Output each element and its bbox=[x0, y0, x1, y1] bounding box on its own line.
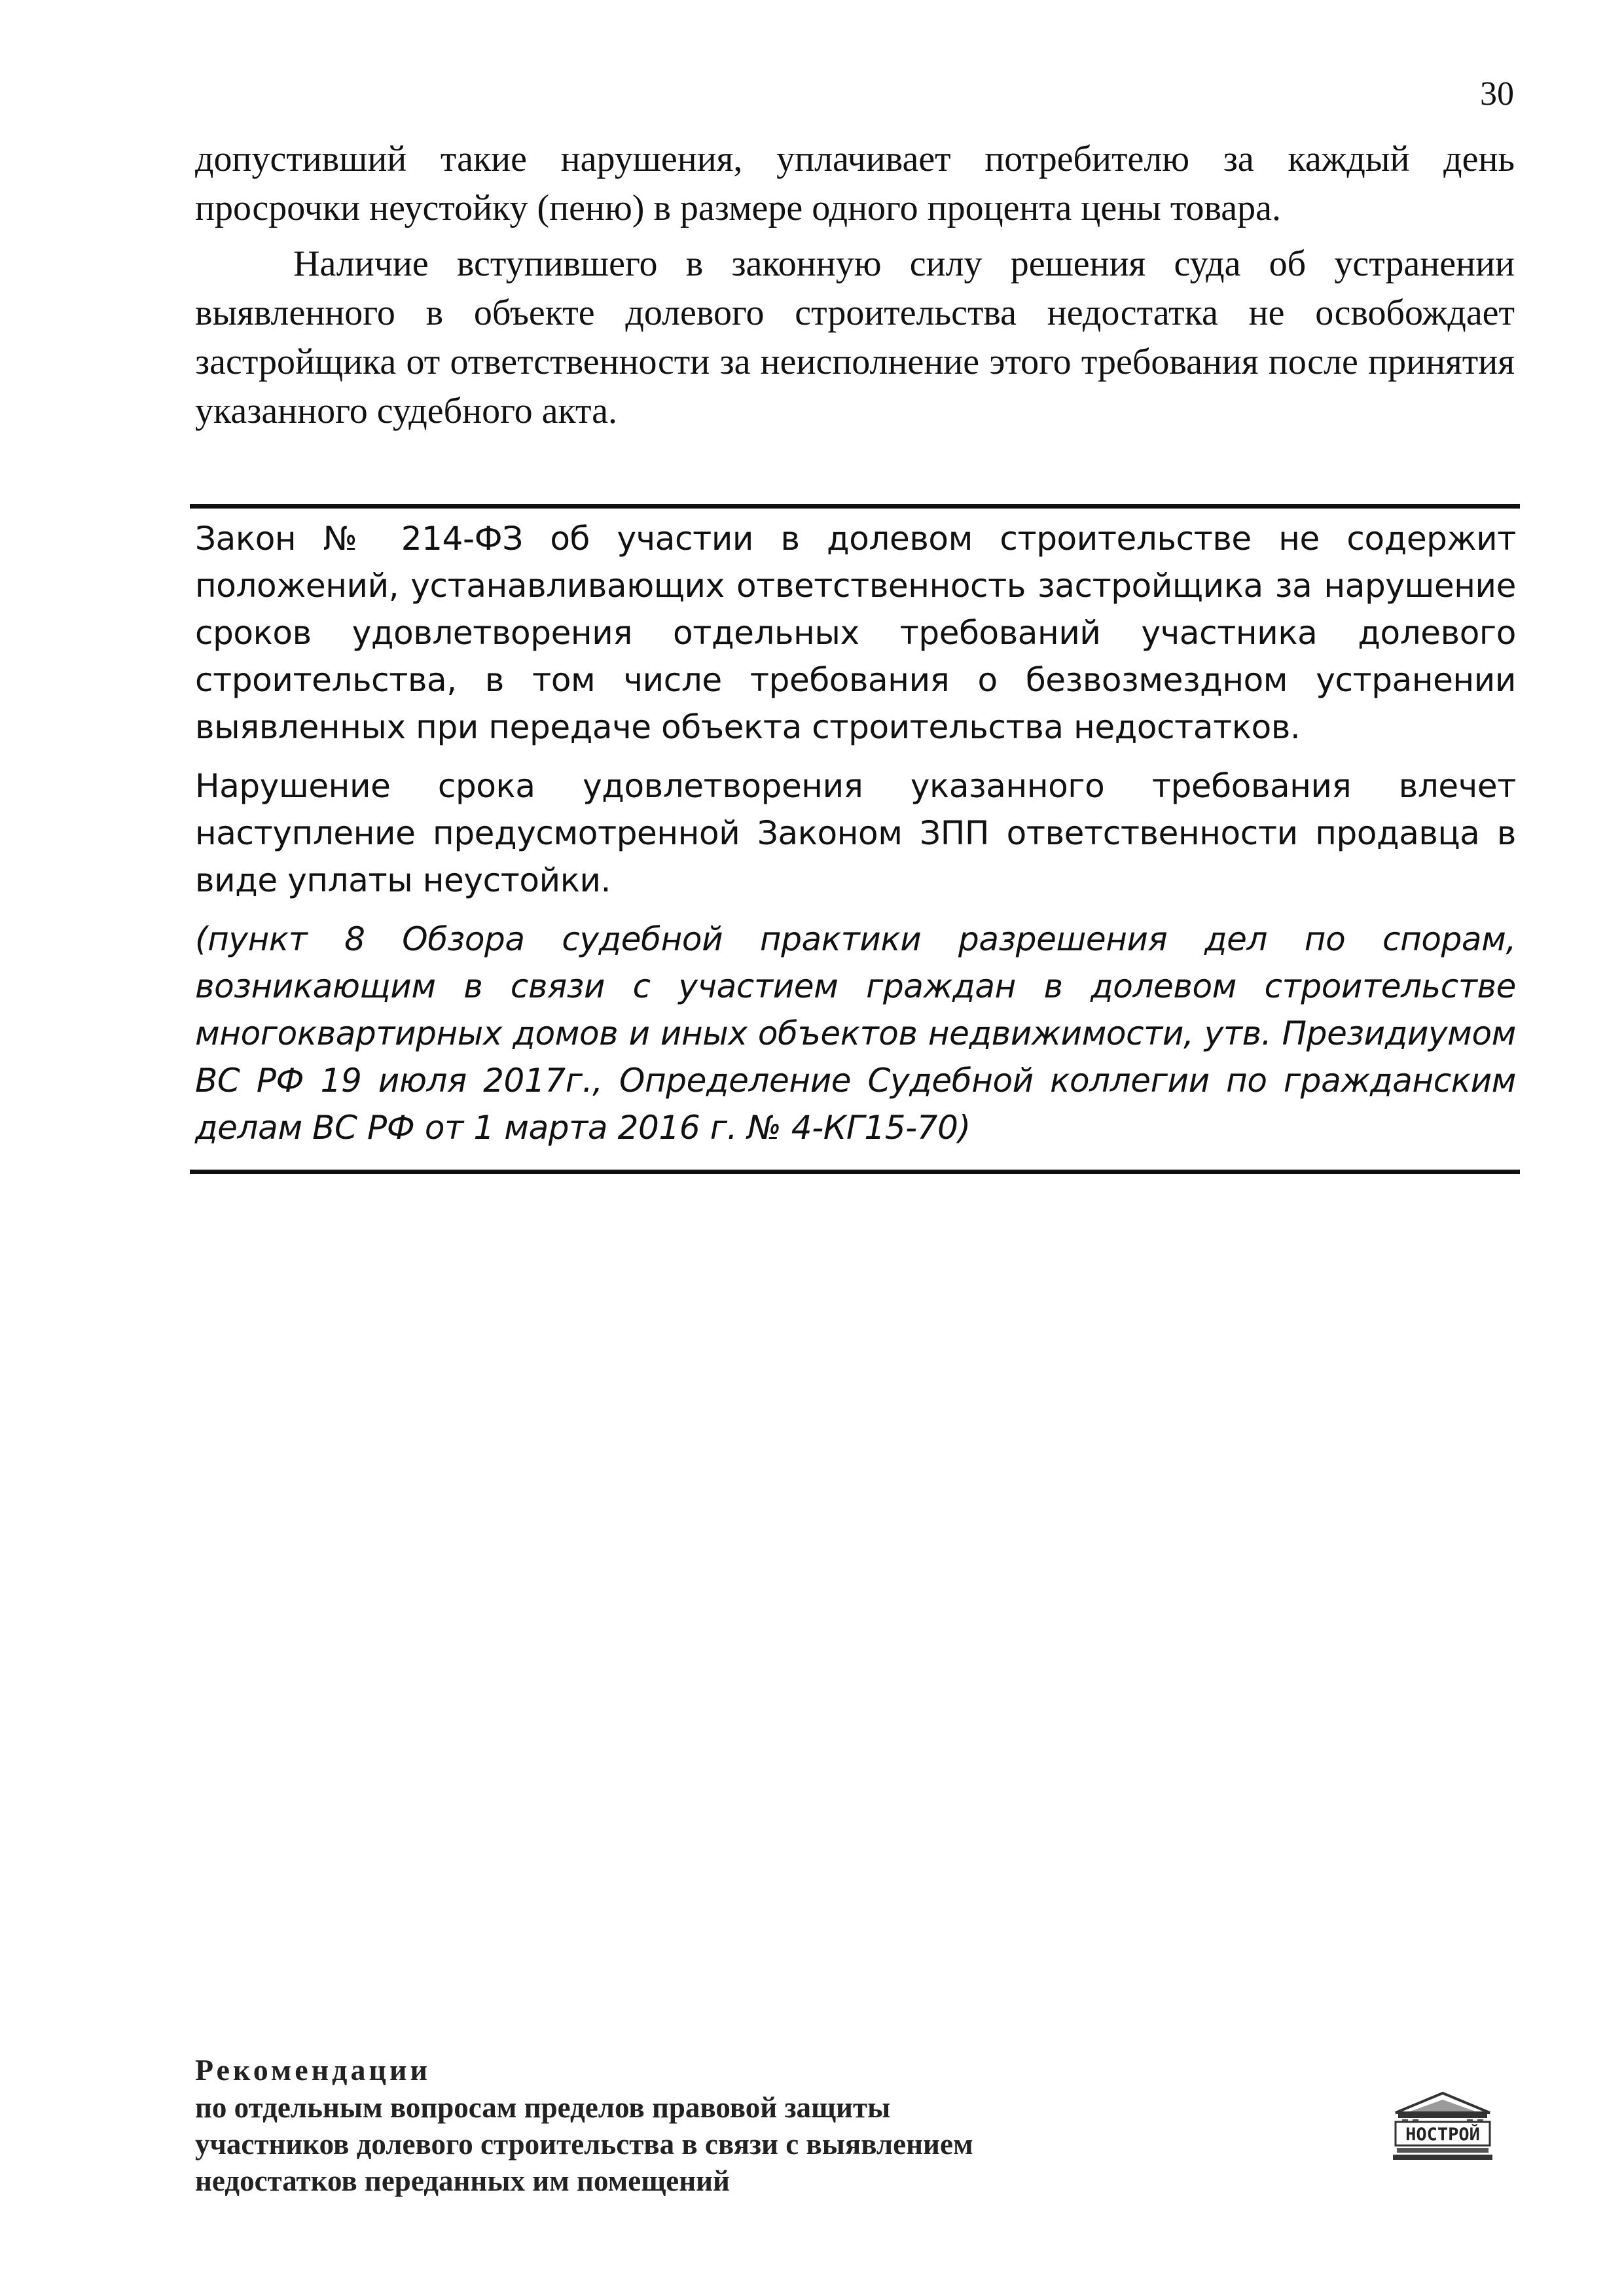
callout-citation: (пункт 8 Обзора судебной практики разрешения дел по спорам, возникающим в связи с участием граждан в долевом строительстве многоквартирных домов и иных объектов недвижимости, утв. Президиумом ВС РФ 19 июля 2017г., Определение Судебной коллегии по гражданским делам ВС РФ от 1 марта 2016 г. № 4-КГ15-70) bbox=[195, 920, 1516, 1147]
callout-paragraph-1: Закон № 214-ФЗ об участии в долевом строительстве не содержит положений, устанавливающих ответственность застройщика за нарушение сроков удовлетворения отдельных требований участника долевого строительства, в том числе требования о безвозмездном устранении выявленных при передаче объекта строительства недостатков. bbox=[195, 520, 1516, 746]
body-paragraph-1-text: допустивший такие нарушения, уплачивает потребителю за каждый день просрочки неустойку (пеню) в размере одного процента цены товара. bbox=[195, 139, 1515, 228]
callout-paragraph-2: Нарушение срока удовлетворения указанного требования влечет наступление предусмотренной Законом ЗПП ответственности продавца в виде уплаты неустойки. bbox=[195, 767, 1516, 899]
logo-text: НОСТРОЙ bbox=[1405, 2125, 1480, 2145]
legal-position-callout bbox=[190, 504, 1520, 1174]
nostroy-logo-icon bbox=[1392, 2092, 1494, 2164]
footer-subtitle-line-3: недостатков переданных им помещений bbox=[195, 2164, 730, 2197]
footer-subtitle-line-1: по отдельным вопросам пределов правовой защиты bbox=[195, 2091, 891, 2124]
body-paragraph-2-text: Наличие вступившего в законную силу решения суда об устранении выявленного в объекте долевого строительства недостатка не освобождает застройщика от ответственности за неисполнение этого требования после принятия указанного судебного акта. bbox=[195, 243, 1515, 431]
document-footer bbox=[195, 2051, 973, 2199]
body-paragraph-continuation bbox=[195, 135, 1515, 233]
footer-title: Рекомендации bbox=[195, 2053, 431, 2087]
body-paragraph bbox=[195, 240, 1515, 436]
page-number: 30 bbox=[1480, 75, 1514, 113]
footer-subtitle-line-2: участников долевого строительства в связи с выявлением bbox=[195, 2128, 973, 2161]
